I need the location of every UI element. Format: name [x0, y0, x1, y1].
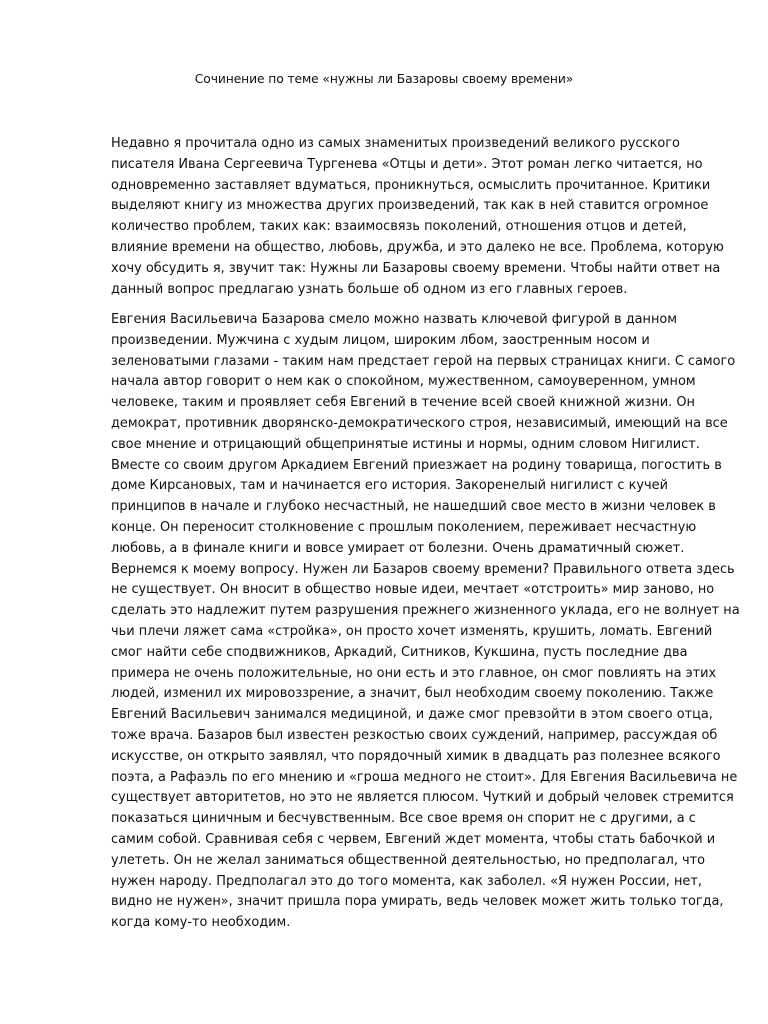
text-line: показаться циничным и бесчувственным. Все свое время он спорит не с другими, а с — [111, 811, 696, 827]
text-line: Вернемся к моему вопросу. Нужен ли Базаров своему времени? Правильного ответа здесь — [111, 561, 735, 577]
text-line: хочу обсудить я, звучит так: Нужны ли Базаровы своему времени. Чтобы найти ответ на — [111, 260, 721, 276]
text-line: видно не нужен», значит пришла пора умирать, ведь человек может жить только тогда, — [111, 894, 724, 910]
essay-title: Сочинение по теме «нужны ли Базаровы своему времени» — [194, 72, 574, 86]
paragraph-intro — [111, 134, 743, 300]
text-line: чьи плечи ляжет сама «стройка», он просто хочет изменять, крушить, ломать. Евгений — [111, 623, 713, 639]
text-line: тоже врача. Базаров был известен резкостью своих суждений, например, рассуждая об — [111, 727, 718, 743]
text-line: количество проблем, таких как: взаимосвязь поколений, отношения отцов и детей, — [111, 219, 687, 235]
text-line: демократ, противник дворянско-демократического строя, независимый, имеющий на все — [111, 415, 728, 431]
text-line: улететь. Он не желал заниматься общественной деятельностью, но предполагал, что — [111, 852, 706, 868]
text-line: людей, изменил их мировоззрение, а значит, был необходим своему поколению. Также — [111, 686, 714, 702]
text-line: конце. Он переносит столкновение с прошлым поколением, переживает несчастную — [111, 519, 697, 535]
paragraph-main — [111, 310, 743, 934]
text-line: данный вопрос предлагаю узнать больше об одном из его главных героев. — [111, 281, 628, 297]
text-line: свое мнение и отрицающий общепринятые истины и нормы, одним словом Нигилист. — [111, 436, 700, 452]
text-line: влияние времени на общество, любовь, дружба, и это далеко не все. Проблема, которую — [111, 239, 724, 255]
text-line: смог найти себе сподвижников, Аркадий, Ситников, Кукшина, пусть последние два — [111, 644, 688, 660]
text-line: существует авторитетов, но это не является плюсом. Чуткий и добрый человек стремится — [111, 790, 734, 806]
text-line: примера не очень положительные, но они есть и это главное, он смог повлиять на этих — [111, 665, 717, 681]
text-line: Вместе со своим другом Аркадием Евгений приезжает на родину товарища, погостить в — [111, 457, 722, 473]
text-line: начала автор говорит о нем как о спокойном, мужественном, самоуверенном, умном — [111, 374, 696, 390]
text-line: выделяют книгу из множества других произведений, так как в ней ставится огромное — [111, 198, 709, 214]
text-line: Евгения Васильевича Базарова смело можно назвать ключевой фигурой в данном — [111, 312, 678, 327]
text-line: самим собой. Сравнивая себя с червем, Евгений ждет момента, чтобы стать бабочкой и — [111, 831, 716, 847]
text-line: Недавно я прочитала одно из самых знаменитых произведений великого русского — [111, 136, 680, 151]
text-line: одновременно заставляет вдуматься, проникнуться, осмыслить прочитанное. Критики — [111, 177, 711, 193]
text-line: любовь, а в финале книги и вовсе умирает от болезни. Очень драматичный сюжет. — [111, 540, 685, 556]
text-line: Евгений Васильевич занимался медициной, и даже смог превзойти в этом своего отца, — [111, 707, 713, 723]
text-line: сделать это надлежит путем разрушения прежнего жизненного уклада, его не волнует на — [111, 603, 740, 619]
text-line: писателя Ивана Сергеевича Тургенева «Отцы и дети». Этот роман легко читается, но — [111, 156, 703, 172]
text-line: произведении. Мужчина с худым лицом, широким лбом, заостренным носом и — [111, 332, 650, 348]
text-line: искусстве, он открыто заявлял, что порядочный химик в двадцать раз полезнее всякого — [111, 748, 721, 764]
text-line: не существует. Он вносит в общество новые идеи, мечтает «отстроить» мир заново, но — [111, 582, 715, 598]
text-line: зеленоватыми глазами - таким нам предстает герой на первых страницах книги. С самого — [111, 353, 736, 369]
text-line: человеке, таким и проявляет себя Евгений в течение всей своей книжной жизни. Он — [111, 395, 695, 411]
text-line: принципов в начале и глубоко несчастный, не нашедший свое место в жизни человек в — [111, 499, 716, 515]
text-line: нужен народу. Предполагал это до того момента, как заболел. «Я нужен России, нет, — [111, 873, 702, 889]
text-line: доме Кирсановых, там и начинается его история. Закоренелый нигилист с кучей — [111, 478, 668, 494]
text-line: поэта, а Рафаэль по его мнению и «гроша медного не стоит». Для Евгения Васильевича не — [111, 769, 738, 785]
text-line: когда кому-то необходим. — [111, 915, 291, 931]
